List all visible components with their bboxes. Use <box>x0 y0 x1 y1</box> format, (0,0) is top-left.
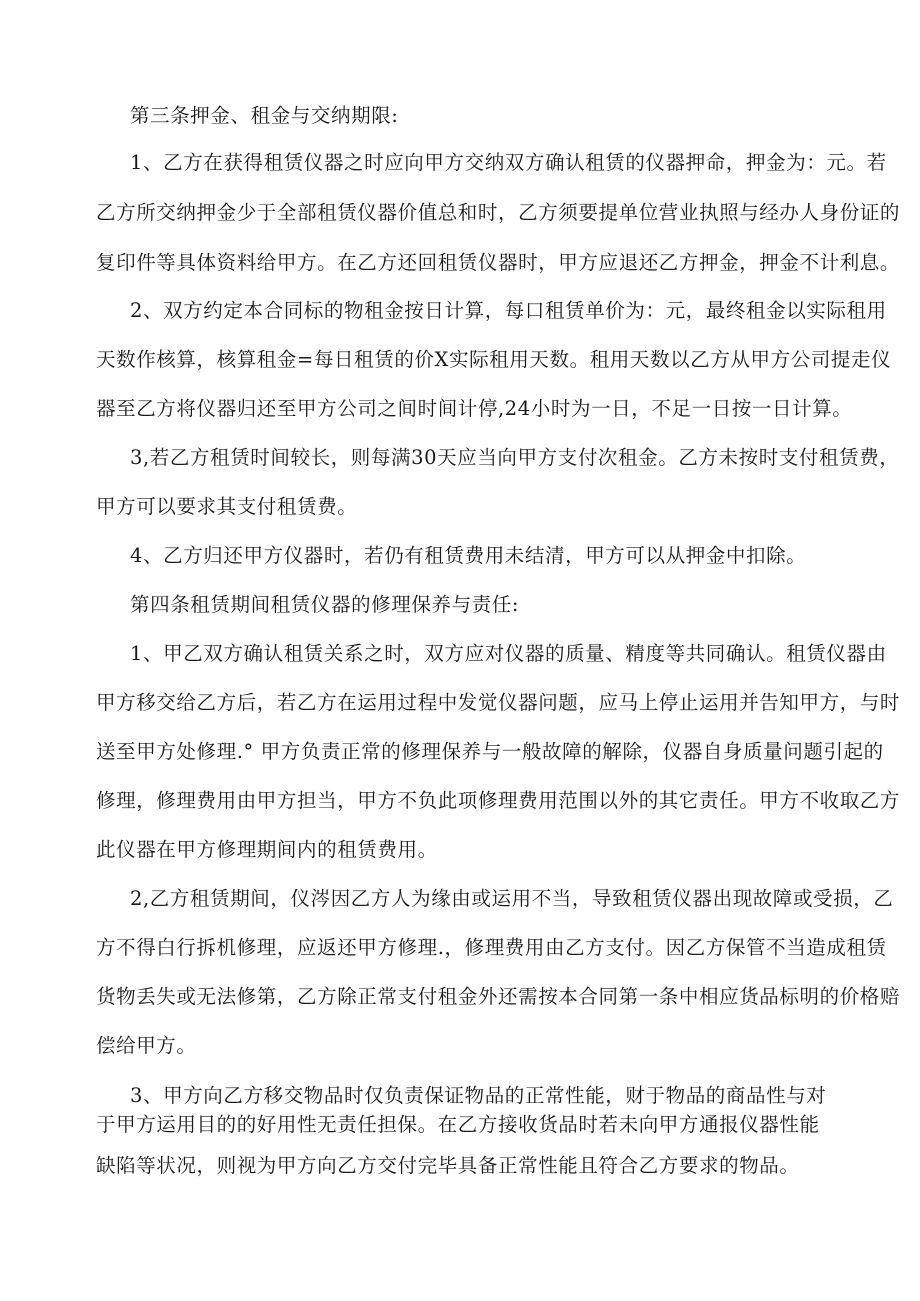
paragraph-line: 器至乙方将仪器归还至甲方公司之间时间计停,24小时为一日，不足一日按一日计算。 <box>96 397 853 420</box>
paragraph-line: 缺陷等状况，则视为甲方向乙方交付完毕具备正常性能且符合乙方要求的物品。 <box>96 1154 800 1177</box>
paragraph-line: 于甲方运用目的的好用性无责任担保。在乙方接收货品时若未向甲方通报仪器性能 <box>96 1113 820 1136</box>
paragraph-line: 3,若乙方租赁时间较长，则每满30天应当向甲方支付次租金。乙方未按时支付租赁费， <box>130 446 900 469</box>
paragraph-line: 2,乙方租赁期间，仪涔因乙方人为缘由或运用不当，导致租赁仪器出现故障或受损，乙 <box>130 887 894 910</box>
article-4-heading: 第四条租赁期间租赁仪器的修理保养与责任: <box>130 593 520 616</box>
paragraph-line: 货物丢失或无法修第，乙方除正常支付租金外还需按本合同第一条中相应货品标明的价格赔 <box>96 985 901 1008</box>
paragraph-line: 1、乙方在获得租赁仪器之时应向甲方交纳双方确认租赁的仪器押命，押金为：元。若 <box>130 151 887 174</box>
paragraph-line: 2、双方约定本合同标的物租金按日计算，每口租赁单价为：元，最终租金以实际租用 <box>130 299 887 322</box>
paragraph-line: 偿给甲方。 <box>96 1034 197 1057</box>
paragraph-line: 乙方所交纳押金少于全部租赁仪器价值总和时，乙方须要提单位营业执照与经办人身份证的 <box>96 201 901 224</box>
paragraph-line: 修理，修理费用由甲方担当，甲方不负此项修理费用范围以外的其它责任。甲方不收取乙方 <box>96 789 901 812</box>
paragraph-line: 此仪器在甲方修理期间内的租赁费用。 <box>96 838 438 861</box>
paragraph-line: 天数作核算，核算租金=每日租赁的价X实际租用天数。租用天数以乙方从甲方公司提走仪 <box>96 348 892 371</box>
paragraph-line: 送至甲方处修理.° 甲方负责正常的修理保养与一般故障的解除，仪器自身质量问题引起的 <box>96 740 884 763</box>
paragraph-line: 1、甲乙双方确认租赁关系之时，双方应对仪器的质量、精度等共同确认。租赁仪器由 <box>130 642 887 665</box>
paragraph-line: 甲方可以要求其支付租赁费。 <box>96 495 358 518</box>
paragraph-line: 方不得白行拆机修理，应返还甲方修理.，修理费用由乙方支付。因乙方保管不当造成租赁 <box>96 936 887 959</box>
paragraph-line: 甲方移交给乙方后，若乙方在运用过程中发觉仪器问题，应马上停止运用并告知甲方，与时 <box>96 691 901 714</box>
paragraph-line: 复印件等具体资料给甲方。在乙方还回租赁仪器时，甲方应退还乙方押金，押金不计利息。 <box>96 251 901 274</box>
article-3-heading: 第三条押金、租金与交纳期限: <box>130 104 399 127</box>
paragraph-line: 4、乙方归还甲方仪器时，若仍有租赁费用未结清，甲方可以从押金中扣除。 <box>130 544 807 567</box>
paragraph-line: 3、甲方向乙方移交物品时仅负责保证物品的正常性能，财于物品的商品性与对 <box>130 1084 827 1107</box>
